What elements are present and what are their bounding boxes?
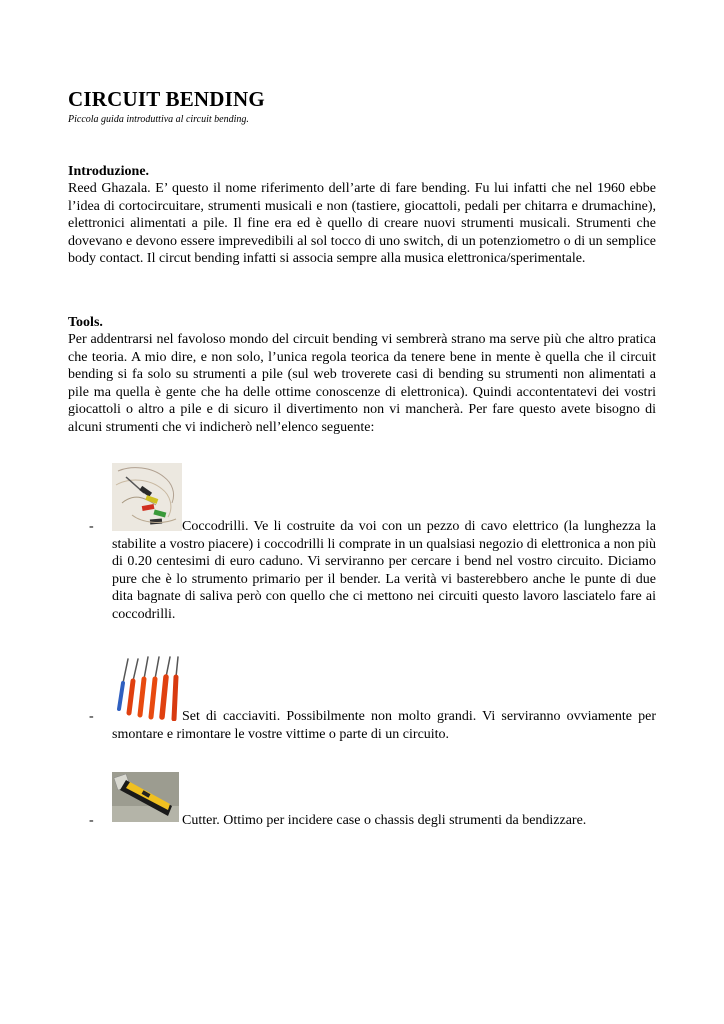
document-title: CIRCUIT BENDING — [68, 87, 265, 111]
intro-heading: Introduzione. — [68, 164, 150, 179]
list-item-text: Set di cacciaviti. Possibilmente non molto grandi. Vi serviranno ovviamente per smontare e rimontare le vostre vittime o parte di un circuito. — [112, 709, 656, 742]
tools-heading: Tools. — [68, 315, 103, 330]
list-bullet: - — [89, 519, 94, 534]
intro-paragraph: Reed Ghazala. E’ questo il nome riferimento dell’arte di fare bending. Fu lui infatti che nel 1960 ebbe l’idea di cortocircuitare, strumenti musicali e non (tastiere, giocattoli, pedali per chitarra e drumachine), elettronici alimentati a pile. Il fine era ed è quello di creare nuovi strumenti musicali. Strumenti che dovevano e devono essere imprevedibili al sol tocco di uno switch, di un potenziometro o di un semplice body contact. Il circut bending infatti si associa sempre alla musica elettronica/sperimentale. — [68, 181, 656, 266]
list-item-text: Coccodrilli. Ve li costruite da voi con un pezzo di cavo elettrico (la lunghezza la stabilite a vostro piacere) i coccodrilli li comprate in un qualsiasi negozio di elettronica a non più di 0.20 centesimi di euro caduno. Vi serviranno per cercare i bend nel vostro circuito. Diciamo pure che è lo strumento primario per il bender. La verità vi basterebbero anche le punte di due dita bagnate di saliva però con quello che ci mettono nei circuiti questo lavoro lasciatelo fare ai coccodrilli. — [112, 519, 656, 622]
intro-section — [68, 163, 656, 268]
list-item-text: Cutter. Ottimo per incidere case o chassis degli strumenti da bendizzare. — [182, 813, 587, 828]
list-bullet: - — [89, 709, 94, 724]
tools-paragraph: Per addentrarsi nel favoloso mondo del circuit bending vi sembrerà strano ma serve più che altro pratica che teoria. A mio dire, e non solo, l’unica regola teorica da tenere bene in mente è quella che il circuit bending si fa solo su strumenti a pile (sul web troverete casi di bending su strumenti non alimentati a pile ma quella è gente che ha delle ottime conoscenze di elettronica). Quindi accontentatevi dei vostri giocattoli o altro a pile e di sicuro il divertimento non vi mancherà. Per fare questo avete bisogno di alcuni strumenti che vi indicherò nell’elenco seguente: — [68, 332, 656, 435]
list-bullet: - — [89, 813, 94, 828]
tools-section — [68, 314, 656, 436]
document-subtitle: Piccola guida introduttiva al circuit bending. — [68, 114, 249, 125]
